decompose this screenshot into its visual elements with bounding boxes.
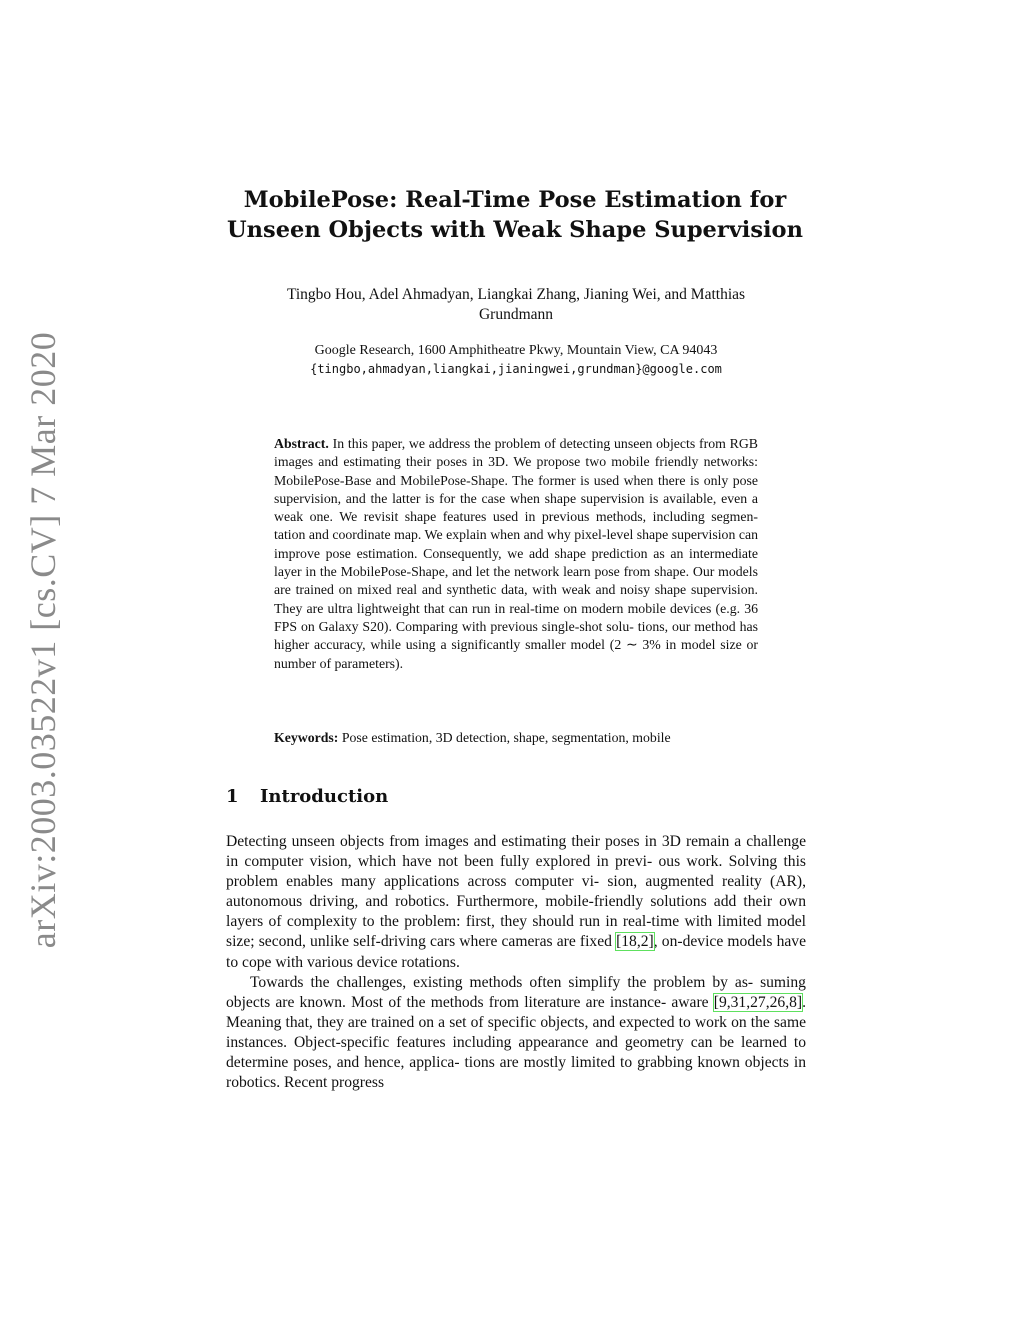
paragraph-1 <box>226 832 806 973</box>
abstract-label: Abstract. <box>274 436 329 451</box>
citation-link[interactable]: [18,2] <box>616 933 654 951</box>
keywords-text: Pose estimation, 3D detection, shape, segmentation, mobile <box>341 730 671 745</box>
abstract-line: objects from RGB images and estimating their poses in 3D. We propose <box>274 436 758 470</box>
paper-title <box>180 185 850 245</box>
section-heading-introduction <box>226 785 388 809</box>
title-line-1: MobilePose: Real-Time Pose Estimation for <box>243 187 787 213</box>
paragraph-line: suming objects are known. Most of the methods from literature are instance- <box>226 973 806 1011</box>
citation-link[interactable]: [9,31,27,26,8] <box>713 993 803 1011</box>
paragraph-text: , on-device models have to cope with various <box>226 933 807 971</box>
abstract-line: prediction as an intermediate layer in the MobilePose-Shape, and let the <box>274 545 759 580</box>
authors-line-1: Tingbo Hou, Adel Ahmadyan, Liangkai Zhang, Jianing Wei, and Matthias <box>286 286 746 303</box>
paragraph-text: aware <box>671 993 714 1011</box>
keywords <box>274 729 764 747</box>
abstract-line: (e.g. 36 FPS on Galaxy S20). Comparing with previous single-shot solu- <box>274 600 758 634</box>
abstract-line: ultra lightweight that can run in real-time on modern mobile devices <box>327 600 712 616</box>
paragraph-line: appearance and geometry can be learned to determine poses, and hence, applica- <box>226 1033 807 1072</box>
abstract-line: network learn pose from shape. Our models are trained on mixed real <box>274 564 758 598</box>
paragraph-line: Towards the challenges, existing methods often simplify the problem by as- <box>250 973 754 991</box>
section-title: Introduction <box>260 786 389 807</box>
authors-line-2: Grundmann <box>478 306 554 323</box>
paragraph-2 <box>226 973 806 1094</box>
introduction-body <box>226 832 806 1093</box>
abstract-line: model (2 ∼ 3% in model size or number of parameters). <box>274 637 758 671</box>
title-line-2: Unseen Objects with Weak Shape Supervision <box>227 217 803 243</box>
paragraph-line: device rotations. <box>356 953 460 971</box>
paragraph-line: Detecting unseen objects from images and estimating their poses in 3D remain <box>226 833 730 850</box>
paragraph-line: sion, augmented reality (AR), autonomous driving, and robotics. Furthermore, <box>226 873 806 911</box>
abstract-line: tation and coordinate map. We explain when and why pixel-level shape <box>274 527 669 543</box>
abstract-line: is for the case when shape supervision is available, even a weak one. <box>274 490 759 525</box>
affiliation-address: Google Research, 1600 Amphitheatre Pkwy, Mountain View, CA 94043 <box>314 343 718 358</box>
abstract-line: supervision can improve pose estimation. Consequently, we add shape <box>274 527 759 561</box>
abstract-line: In this paper, we address the problem of detecting unseen <box>332 436 653 451</box>
abstract-line: tions, our method has higher accuracy, while using a significantly smaller <box>274 618 759 653</box>
author-list <box>226 285 806 325</box>
abstract <box>274 435 758 673</box>
abstract-line: The former is used when there is only pose supervision, and the latter <box>274 472 758 506</box>
affiliation-block <box>226 341 806 379</box>
section-number: 1 <box>226 786 239 807</box>
abstract-line: We revisit shape features used in previous methods, including segmen- <box>339 509 758 525</box>
arxiv-identifier-text: arXiv:2003.03522v1 [cs.CV] 7 Mar 2020 <box>23 331 63 949</box>
abstract-line: two mobile friendly networks: MobilePose-Base and MobilePose-Shape. <box>274 454 759 488</box>
paragraph-line: they should run in real-time with limited model size; second, unlike self-driving <box>226 913 806 951</box>
paragraph-line: a challenge in computer vision, which have not been fully explored in previ- <box>226 833 807 871</box>
paragraph-text: cars where cameras are fixed <box>430 933 617 951</box>
author-emails: {tingbo,ahmadyan,liangkai,jianingwei,grundman}@google.com <box>310 362 722 376</box>
keywords-label: Keywords: <box>274 730 339 745</box>
paragraph-line: and expected to work on the same instances. Object-specific features including <box>226 1013 806 1051</box>
paragraph-line: mobile-friendly solutions add their own layers of complexity to the problem: first, <box>226 893 806 931</box>
paragraph-text: . Meaning that, they are trained on a set of specific objects, <box>226 993 807 1031</box>
paragraph-line: tions are mostly limited to grabbing known objects in robotics. Recent progress <box>226 1054 806 1092</box>
paragraph-line: ous work. Solving this problem enables many applications across computer vi- <box>226 853 807 891</box>
abstract-line: and synthetic data, with weak and noisy shape supervision. They are <box>274 582 759 616</box>
